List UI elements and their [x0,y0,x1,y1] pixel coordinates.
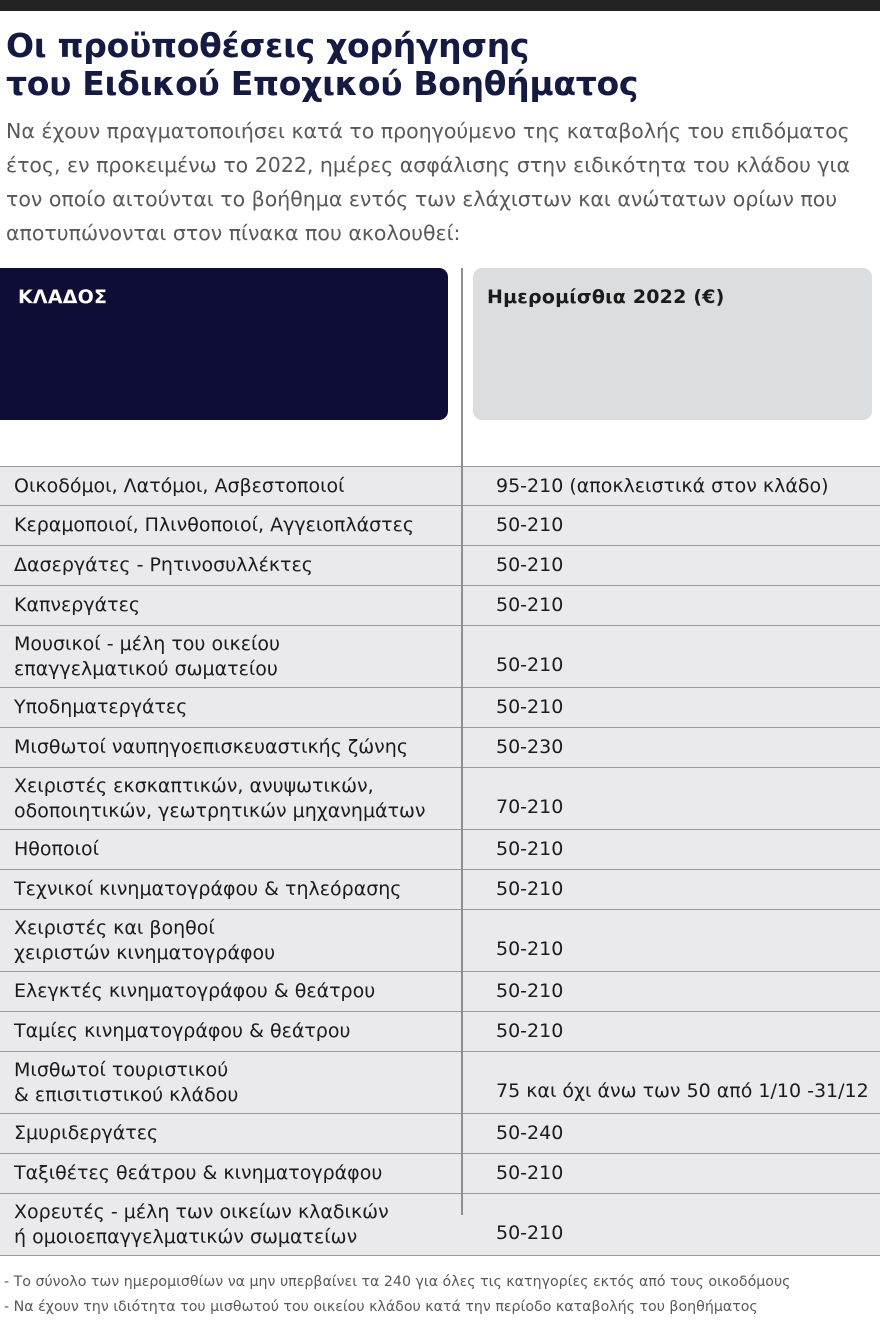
cell-sector-line: Ταξιθέτες θεάτρου & κινηματογράφου [14,1162,383,1184]
cell-sector-line: οδοποιητικών, γεωτρητικών μηχανημάτων [14,799,426,822]
cell-days: 70-210 [496,796,564,818]
table-row [0,626,880,688]
cell-sector [0,877,461,902]
cell-days: 50-210 [496,1222,564,1244]
cell-days: 50-210 [496,514,564,536]
header-spacer [0,420,880,466]
cell-sector-line: Χορευτές - μέλη των οικείων κλαδικών [14,1200,389,1223]
infographic-page [0,11,880,1320]
table-row [0,1154,880,1194]
cell-sector-line: Υποδηματεργάτες [14,696,188,718]
table-row [0,870,880,910]
table-header-days [473,268,872,420]
cell-sector-line: ή ομοιοεπαγγελματικών σωματείων [14,1225,358,1248]
cell-days: 50-210 [496,980,564,1002]
cell-days: 50-210 [496,654,564,676]
cell-sector [0,1121,461,1146]
cell-sector-line: Ταμίες κινηματογράφου & θεάτρου [14,1020,351,1042]
requirements-table [0,268,880,1256]
cell-sector [0,1019,461,1044]
cell-sector-line: Τεχνικοί κινηματογράφου & τηλεόρασης [14,878,402,900]
cell-sector [0,695,461,720]
table-row [0,910,880,972]
cell-sector-line: Χειριστές εκσκαπτικών, ανυψωτικών, [14,774,374,797]
cell-days: 50-210 [496,1162,564,1184]
cell-sector-line: Χειριστές και βοηθοί [14,916,215,939]
cell-sector-line: Ελεγκτές κινηματογράφου & θεάτρου [14,980,376,1002]
column-divider [461,268,463,1215]
cell-sector-line: Ηθοποιοί [14,838,100,860]
page-title [6,27,836,103]
table-row [0,768,880,830]
table-row [0,728,880,768]
cell-days: 75 και όχι άνω των 50 από 1/10 -31/12 [496,1080,869,1102]
cell-sector [0,632,461,682]
cell-sector [0,1200,461,1250]
table-header-sector [0,268,448,420]
cell-sector-line: Οικοδόμοι, Λατόμοι, Ασβεστοποιοί [14,474,345,497]
cell-sector [0,774,461,824]
cell-days: 50-210 [496,838,564,860]
table-header-sector-label: ΚΛΑΔΟΣ [18,286,108,308]
cell-sector [0,474,461,499]
table-row [0,1194,880,1256]
table-row [0,466,880,506]
cell-sector-line: χειριστών κινηματογράφου [14,941,276,964]
cell-days: 50-210 [496,594,564,616]
cell-sector [0,979,461,1004]
cell-sector-line: Σμυριδεργάτες [14,1122,159,1144]
cell-days: 95-210 (αποκλειστικά στον κλάδο) [496,474,829,497]
cell-sector-line: Δασεργάτες - Ρητινοσυλλέκτες [14,554,313,576]
cell-days: 50-210 [496,1020,564,1042]
table-row [0,1114,880,1154]
cell-sector [0,593,461,618]
cell-sector-line: Μισθωτοί τουριστικού [14,1058,229,1081]
table-body [0,466,880,1256]
table-row [0,586,880,626]
cell-days: 50-210 [496,938,564,960]
intro-paragraph: Να έχουν πραγματοποιήσει κατά το προηγούμενο της καταβολής του επιδόματος έτος, εν προκειμένω το 2022, ημέρες ασφάλισης στην ειδικότητα του κλάδου για τον οποίο αιτούνται το βοήθημα εντός των ελάχιστων και ανώτατων ορίων που αποτυπώνονται στον πίνακα που ακολουθεί: [6,119,850,245]
table-row [0,1052,880,1114]
page-title-line-2: του Ειδικού Εποχικού Βοηθήματος [6,64,639,103]
cell-sector [0,837,461,862]
table-row [0,972,880,1012]
footnotes [4,1270,864,1320]
cell-sector [0,735,461,760]
cell-days: 50-210 [496,878,564,900]
cell-sector-line: Κεραμοποιοί, Πλινθοποιοί, Αγγειοπλάστες [14,514,415,536]
footnote-item: - Το σύνολο των ημερομισθίων να μην υπερβαίνει τα 240 για όλες τις κατηγορίες εκτός από τους οικοδόμους [4,1274,791,1290]
cell-sector [0,916,461,966]
table-row [0,830,880,870]
cell-sector-line: & επισιτιστικού κλάδου [14,1083,239,1106]
cell-sector-line: Μισθωτοί ναυπηγοεπισκευαστικής ζώνης [14,736,408,758]
table-header-row [0,268,880,420]
cell-days: 50-240 [496,1122,564,1144]
cell-days: 50-210 [496,554,564,576]
table-row [0,1012,880,1052]
table-row [0,546,880,586]
cell-sector [0,553,461,578]
table-row [0,688,880,728]
table-row [0,506,880,546]
cell-sector-line: Καπνεργάτες [14,594,140,616]
top-rule [0,0,880,11]
cell-days: 50-210 [496,696,564,718]
cell-sector [0,1058,461,1108]
page-title-line-1: Οι προϋποθέσεις χορήγησης [6,26,530,65]
cell-sector-line: Μουσικοί - μέλη του οικείου [14,632,281,655]
cell-sector [0,513,461,538]
cell-days: 50-230 [496,736,564,758]
footnote-item: - Να έχουν την ιδιότητα του μισθωτού του οικείου κλάδου κατά την περίοδο καταβολής του βοηθήματος [4,1299,758,1315]
cell-sector-line: επαγγελματικού σωματείου [14,657,278,680]
table-header-days-label: Ημερομίσθια 2022 (€) [487,286,725,308]
cell-sector [0,1161,461,1186]
